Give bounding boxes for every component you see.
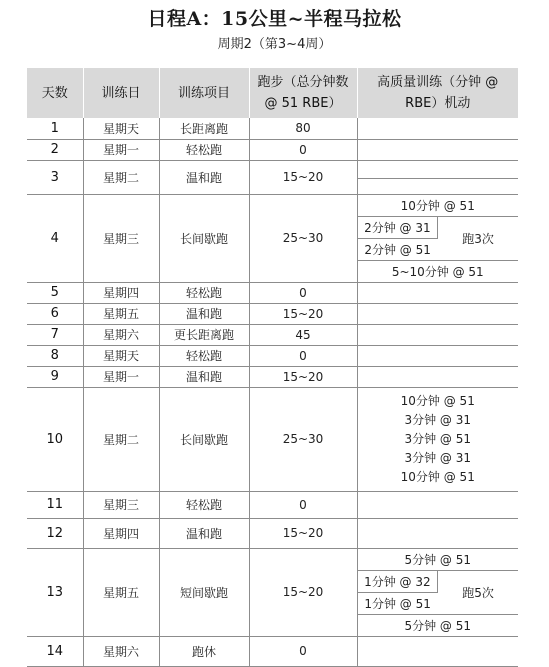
table-row: [27, 282, 518, 303]
weekday-cell: 星期四: [83, 518, 159, 548]
weekday-cell: 星期一: [83, 366, 159, 387]
day-cell: 11: [27, 491, 83, 518]
hq-repeat: 跑3次: [438, 216, 518, 260]
interval-block: [358, 195, 519, 282]
day-cell: 9: [27, 366, 83, 387]
item-cell: 轻松跑: [159, 345, 249, 366]
weekday-cell: 星期天: [83, 345, 159, 366]
item-cell: 短间歇跑: [159, 548, 249, 636]
hq-interval-2: 2分钟 @ 51: [358, 238, 438, 260]
hq-warmup: 10分钟 @ 51: [358, 195, 519, 217]
run-cell: 0: [249, 636, 357, 666]
hq-cell: [357, 160, 518, 194]
table-row: [27, 118, 518, 139]
table-row: [27, 324, 518, 345]
weekday-cell: 星期五: [83, 548, 159, 636]
day-cell: 14: [27, 636, 83, 666]
table-row: [27, 345, 518, 366]
hq-cell: [357, 303, 518, 324]
hq-cell: [357, 139, 518, 160]
header-hq-line2: RBE）机动: [405, 96, 471, 111]
weekday-cell: 星期三: [83, 491, 159, 518]
day-cell: 1: [27, 118, 83, 139]
run-cell: 25~30: [249, 194, 357, 282]
table-row: [27, 366, 518, 387]
hq-warmup: 5分钟 @ 51: [358, 549, 519, 571]
hq-step: 3分钟 @ 31: [404, 450, 472, 465]
day-cell: 10: [27, 387, 83, 491]
weekday-cell: 星期一: [83, 139, 159, 160]
hq-cell: [357, 518, 518, 548]
table-row: [27, 303, 518, 324]
table-row: [27, 194, 518, 282]
weekday-cell: 星期六: [83, 324, 159, 345]
hq-cell: [357, 548, 518, 636]
hq-step: 3分钟 @ 51: [404, 431, 472, 446]
day-cell: 4: [27, 194, 83, 282]
weekday-cell: 星期五: [83, 303, 159, 324]
run-cell: 15~20: [249, 160, 357, 194]
run-cell: 15~20: [249, 303, 357, 324]
item-cell: 温和跑: [159, 366, 249, 387]
item-cell: 更长距离跑: [159, 324, 249, 345]
hq-cooldown: 5~10分钟 @ 51: [391, 264, 484, 279]
table-row: [27, 518, 518, 548]
header-hq: [357, 68, 518, 118]
header-row: [27, 68, 518, 118]
item-cell: 轻松跑: [159, 139, 249, 160]
header-item: 训练项目: [159, 68, 249, 118]
hq-interval-1: 1分钟 @ 32: [358, 570, 438, 592]
run-cell: 0: [249, 491, 357, 518]
hq-cell: [357, 194, 518, 282]
run-cell: 15~20: [249, 366, 357, 387]
hq-cell: [357, 636, 518, 666]
day-cell: 5: [27, 282, 83, 303]
item-cell: 温和跑: [159, 303, 249, 324]
hq-cell: [357, 282, 518, 303]
hq-cell: [357, 387, 518, 491]
header-weekday: 训练日: [83, 68, 159, 118]
item-cell: 温和跑: [159, 518, 249, 548]
weekday-cell: 星期二: [83, 387, 159, 491]
header-run-line2: @ 51 RBE）: [264, 96, 342, 111]
header-run-line1: 跑步（总分钟数: [257, 75, 349, 90]
interval-block: [358, 549, 519, 636]
run-cell: 15~20: [249, 548, 357, 636]
table-row: [27, 387, 518, 491]
header-hq-line1: 高质量训练（分钟 @: [377, 75, 499, 90]
hq-interval-2: 1分钟 @ 51: [358, 592, 438, 614]
hq-interval-1: 2分钟 @ 31: [358, 216, 438, 238]
hq-step: 10分钟 @ 51: [400, 393, 475, 408]
run-cell: 0: [249, 139, 357, 160]
day-cell: 7: [27, 324, 83, 345]
run-cell: 25~30: [249, 387, 357, 491]
table-row: [27, 636, 518, 666]
interval-list: [358, 392, 519, 487]
schedule-table: [27, 68, 518, 667]
table-row: [27, 160, 518, 194]
header-day: 天数: [27, 68, 83, 118]
day-cell: 8: [27, 345, 83, 366]
hq-step: 3分钟 @ 31: [404, 412, 472, 427]
table-row: [27, 548, 518, 636]
weekday-cell: 星期三: [83, 194, 159, 282]
page-subtitle: 周期2（第3~4周）: [217, 37, 332, 52]
run-cell: 45: [249, 324, 357, 345]
day-cell: 12: [27, 518, 83, 548]
item-cell: 轻松跑: [159, 282, 249, 303]
hq-cooldown: 5分钟 @ 51: [404, 618, 472, 633]
item-cell: 轻松跑: [159, 491, 249, 518]
hq-cell: [357, 366, 518, 387]
item-cell: 长间歇跑: [159, 387, 249, 491]
table-row: [27, 139, 518, 160]
hq-cell: [357, 345, 518, 366]
weekday-cell: 星期六: [83, 636, 159, 666]
weekday-cell: 星期四: [83, 282, 159, 303]
hq-step: 10分钟 @ 51: [400, 469, 475, 484]
page-title: 日程A：15公里~半程马拉松: [147, 8, 402, 30]
item-cell: 长距离跑: [159, 118, 249, 139]
run-cell: 15~20: [249, 518, 357, 548]
item-cell: 温和跑: [159, 160, 249, 194]
run-cell: 0: [249, 345, 357, 366]
item-cell: 长间歇跑: [159, 194, 249, 282]
hq-cell: [357, 491, 518, 518]
weekday-cell: 星期天: [83, 118, 159, 139]
run-cell: 0: [249, 282, 357, 303]
hq-cell: [357, 118, 518, 139]
day-cell: 2: [27, 139, 83, 160]
header-run: [249, 68, 357, 118]
weekday-cell: 星期二: [83, 160, 159, 194]
day-cell: 6: [27, 303, 83, 324]
item-cell: 跑休: [159, 636, 249, 666]
day-cell: 3: [27, 160, 83, 194]
hq-repeat: 跑5次: [438, 570, 518, 614]
run-cell: 80: [249, 118, 357, 139]
day-cell: 13: [27, 548, 83, 636]
table-row: [27, 491, 518, 518]
hq-cell: [357, 324, 518, 345]
